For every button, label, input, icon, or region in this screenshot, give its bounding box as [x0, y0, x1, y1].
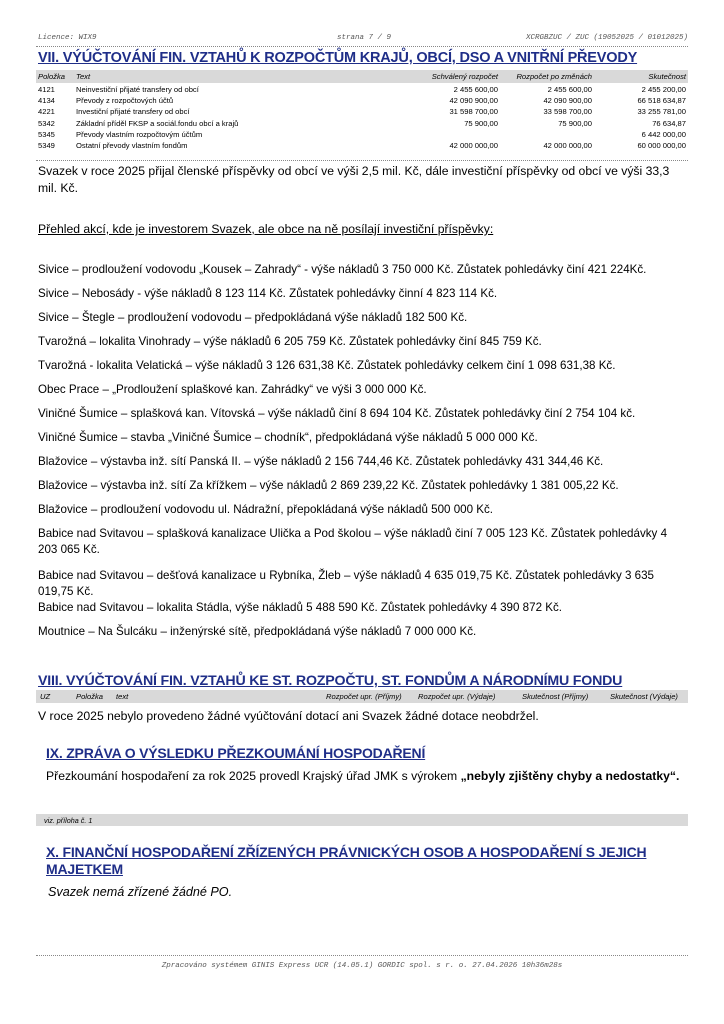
list-item: Sivice – prodloužení vodovodu „Kousek – Zahrady“ - výše nákladů 3 750 000 Kč. Zůstatek pohledávky činí 421 224Kč.: [38, 263, 647, 276]
cell-text: Investiční přijaté transfery od obcí: [76, 107, 190, 117]
document-code: XCRGBZUC / ZUC (19052025 / 01012025): [525, 34, 688, 42]
cell-text: Neinvestiční přijaté transfery od obcí: [76, 85, 199, 94]
list-item: Tvarožná - lokalita Velatická – výše nákladů 3 126 631,38 Kč. Zůstatek pohledávky celkem činí 1 098 631,38 Kč.: [38, 359, 616, 372]
section-7-table: [36, 70, 688, 150]
col-actual-income: Skutečnost (Příjmy): [522, 692, 589, 701]
table-row: [36, 105, 688, 116]
list-item: Tvarožná – lokalita Vinohrady – výše nákladů 6 205 759 Kč. Zůstatek pohledávky činí 845 759 Kč.: [38, 335, 542, 348]
list-item: Sivice – Štegle – prodloužení vodovodu – předpokládaná výše nákladů 182 500 Kč.: [38, 311, 468, 324]
section-7-intro: Svazek v roce 2025 přijal členské příspěvky od obcí ve výši 2,5 mil. Kč, dále investiční příspěvky od obcí ve výši 33,3 mil. Kč.: [38, 164, 670, 195]
list-item: Sivice – Nebosády - výše nákladů 8 123 114 Kč. Zůstatek pohledávky činní 4 823 114 Kč.: [38, 287, 498, 300]
list-item: Moutnice – Na Šulcáku – inženýrské sítě, předpokládaná výše nákladů 7 000 000 Kč.: [38, 625, 477, 638]
cell-text: Převody z rozpočtových účtů: [76, 96, 174, 106]
section-8-title: VIII. VYÚČTOVÁNÍ FIN. VZTAHŮ KE ST. ROZPOČTU, ST. FONDŮM A NÁRODNÍMU FONDU: [38, 673, 623, 689]
actions-heading: Přehled akcí, kde je investorem Svazek, ale obce na ně posílají investiční příspěvky:: [38, 222, 494, 236]
table-row: [36, 83, 688, 94]
cell-actual: 33 255 781,00: [637, 107, 686, 117]
cell-polozka: 4221: [38, 107, 55, 117]
col-actual: Skutečnost: [648, 72, 686, 81]
col-uz: UZ: [40, 692, 51, 701]
cell-polozka: 4134: [38, 96, 55, 106]
page-number: strana 7 / 9: [337, 34, 392, 42]
cell-actual: 6 442 000,00: [641, 129, 686, 139]
attachment-bar: [36, 814, 688, 826]
cell-approved: 42 090 900,00: [449, 96, 498, 106]
cell-approved: 42 000 000,00: [449, 140, 498, 150]
header-divider: [36, 46, 688, 47]
cell-text: Základní příděl FKSP a sociál.fondu obcí a krajů: [76, 118, 239, 128]
cell-revised: 33 598 700,00: [543, 107, 592, 117]
col-budget-expense: Rozpočet upr. (Výdaje): [418, 692, 496, 701]
col-approved: Schválený rozpočet: [431, 72, 498, 81]
section-10-title: X. FINANČNÍ HOSPODAŘENÍ ZŘÍZENÝCH PRÁVNICKÝCH OSOB A HOSPODAŘENÍ S JEJICH MAJETKEM: [46, 844, 647, 877]
table-row: [36, 128, 688, 139]
section-7-title: VII. VÝÚČTOVÁNÍ FIN. VZTAHŮ K ROZPOČTŮM KRAJŮ, OBCÍ, DSO A VNITŘNÍ PŘEVODY: [38, 50, 638, 66]
cell-text: Ostatní převody vlastním fondům: [76, 140, 188, 150]
cell-approved: 2 455 600,00: [453, 85, 498, 94]
audit-statement: Přezkoumání hospodaření za rok 2025 provedl Krajský úřad JMK s výrokem: [46, 769, 461, 783]
list-item: Babice nad Svitavou – lokalita Stádla, výše nákladů 5 488 590 Kč. Zůstatek pohledávky 4 390 872 Kč.: [38, 601, 562, 614]
table-row: [36, 94, 688, 105]
list-item: Blažovice – výstavba inž. sítí Panská II. – výše nákladů 2 156 744,46 Kč. Zůstatek pohledávky 431 344,46 Kč.: [38, 455, 604, 468]
table-row: [36, 117, 688, 128]
attachment-ref: viz. příloha č. 1: [44, 816, 93, 825]
page-footer: Zpracováno systémem GINIS Express UCR (14.05.1) GORDIC spol. s r. o. 27.04.2026 10h36m28s: [161, 962, 563, 970]
section-9-text: [46, 768, 686, 785]
cell-revised: 42 000 000,00: [543, 140, 592, 150]
page-header: [36, 34, 688, 46]
col-text: text: [116, 692, 129, 701]
cell-polozka: 5349: [38, 140, 55, 150]
table-body: [36, 83, 688, 150]
list-item: Obec Prace – „Prodloužení splaškové kan. Zahrádky“ ve výši 3 000 000 Kč.: [38, 383, 427, 396]
col-actual-expense: Skutečnost (Výdaje): [610, 692, 678, 701]
section-9-title: IX. ZPRÁVA O VÝSLEDKU PŘEZKOUMÁNÍ HOSPODAŘENÍ: [46, 745, 426, 761]
section-8-note: V roce 2025 nebylo provedeno žádné vyúčtování dotací ani Svazek žádné dotace neobdržel.: [38, 709, 539, 723]
cell-polozka: 4121: [38, 85, 55, 94]
list-item: Babice nad Svitavou – dešťová kanalizace u Rybníka, Žleb – výše nákladů 4 635 019,75 Kč. Zůstatek pohledávky 3 635 019,75 Kč.: [38, 569, 654, 598]
footer-divider: [36, 955, 688, 956]
cell-polozka: 5342: [38, 118, 55, 128]
cell-text: Převody vlastním rozpočtovým účtům: [76, 129, 203, 139]
table-row: [36, 139, 688, 150]
col-revised: Rozpočet po změnách: [516, 72, 592, 81]
cell-actual: 60 000 000,00: [637, 140, 686, 150]
list-item: Viničné Šumice – stavba „Viničné Šumice – chodník“, předpokládaná výše nákladů 5 000 000 Kč.: [38, 431, 538, 444]
cell-approved: 31 598 700,00: [449, 107, 498, 117]
col-text: Text: [76, 72, 91, 81]
cell-actual: 76 634,87: [652, 118, 686, 128]
list-item: Blažovice – výstavba inž. sítí Za křížkem – výše nákladů 2 869 239,22 Kč. Zůstatek pohledávky 1 381 005,22 Kč.: [38, 479, 619, 492]
list-item: Viničné Šumice – splašková kan. Vítovská – výše nákladů činí 8 694 104 Kč. Zůstatek pohledávky činí 2 754 104 kč.: [38, 407, 636, 420]
cell-revised: 2 455 600,00: [547, 85, 592, 94]
cell-polozka: 5345: [38, 129, 55, 139]
cell-revised: 42 090 900,00: [543, 96, 592, 106]
section-10-note: Svazek nemá zřízené žádné PO.: [48, 885, 233, 899]
cell-revised: 75 900,00: [558, 118, 592, 128]
col-polozka: Položka: [76, 692, 104, 701]
cell-approved: 75 900,00: [464, 118, 498, 128]
list-item: Babice nad Svitavou – splašková kanalizace Ulička a Pod školou – výše nákladů činí 7 005 123 Kč. Zůstatek pohledávky 4 203 065 Kč.: [38, 527, 668, 556]
audit-period: .: [675, 769, 680, 783]
col-budget-income: Rozpočet upr. (Příjmy): [326, 692, 402, 701]
cell-actual: 66 518 634,87: [637, 96, 686, 106]
table-header: [36, 70, 688, 83]
section-8-table-header: [36, 690, 688, 703]
licence-label: Licence: WIX9: [38, 34, 97, 42]
col-polozka: Položka: [38, 72, 66, 81]
list-item: Blažovice – prodloužení vodovodu ul. Nádražní, přepokládaná výše nákladů 500 000 Kč.: [38, 503, 494, 516]
audit-verdict: „nebyly zjištěny chyby a nedostatky“: [460, 769, 676, 783]
table-divider: [36, 160, 688, 161]
cell-actual: 2 455 200,00: [641, 85, 686, 94]
